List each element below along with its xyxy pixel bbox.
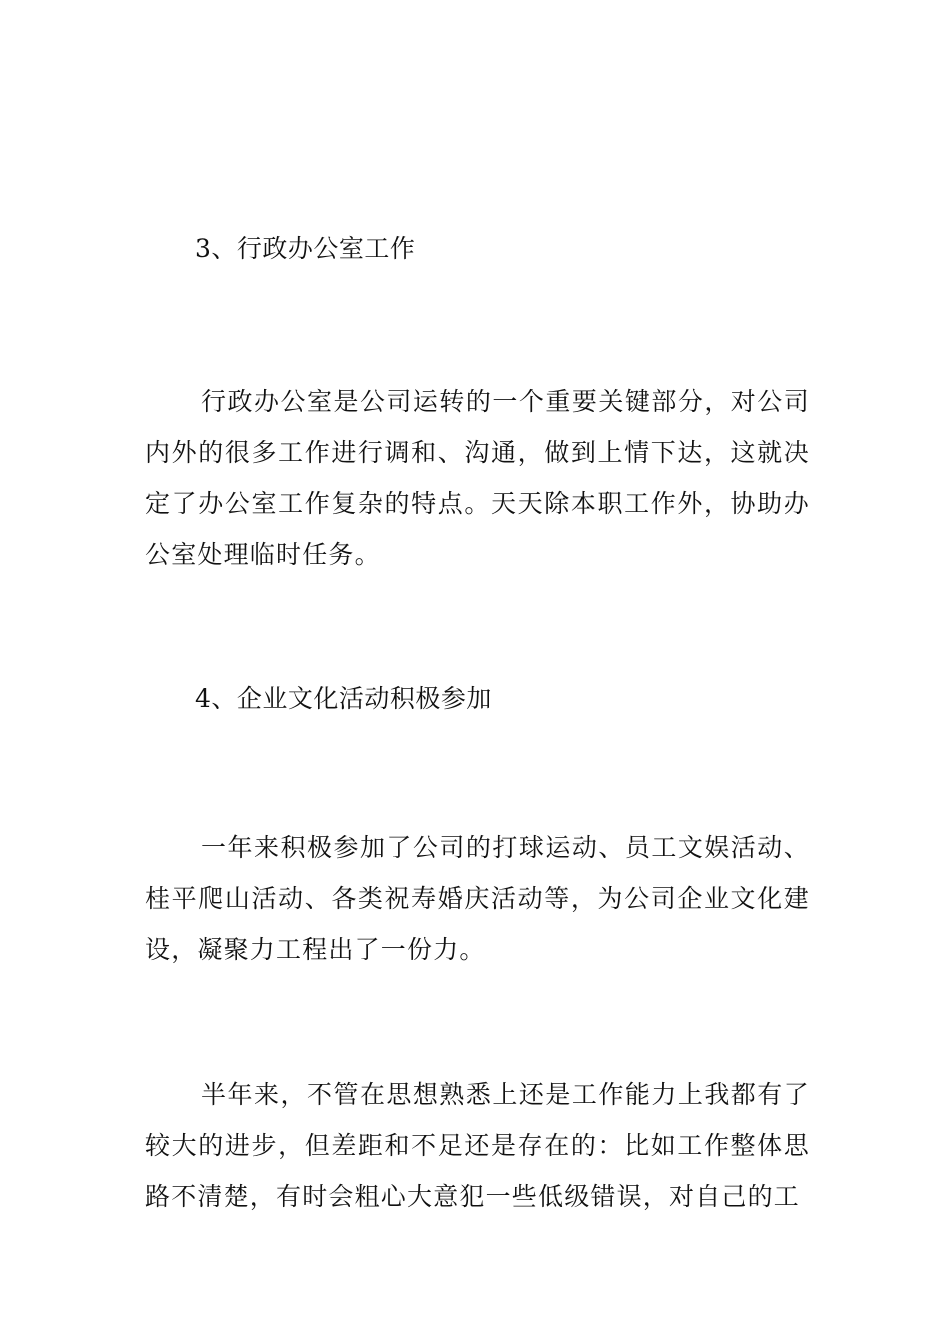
- section-4-heading: 4、企业文化活动积极参加: [195, 684, 492, 713]
- section-4-paragraph: 一年来积极参加了公司的打球运动、员工文娱活动、桂平爬山活动、各类祝寿婚庆活动等，为公司企业文化建设，凝聚力工程出了一份力。: [145, 833, 810, 964]
- section-3-heading: 3、行政办公室工作: [195, 234, 416, 263]
- summary-paragraph: 半年来，不管在思想熟悉上还是工作能力上我都有了较大的进步，但差距和不足还是存在的：比如工作整体思路不清楚，有时会粗心大意犯一些低级错误，对自己的工: [145, 1080, 810, 1211]
- section-3-paragraph: 行政办公室是公司运转的一个重要关键部分，对公司内外的很多工作进行调和、沟通，做到上情下达，这就决定了办公室工作复杂的特点。天天除本职工作外，协助办公室处理临时任务。: [145, 387, 810, 569]
